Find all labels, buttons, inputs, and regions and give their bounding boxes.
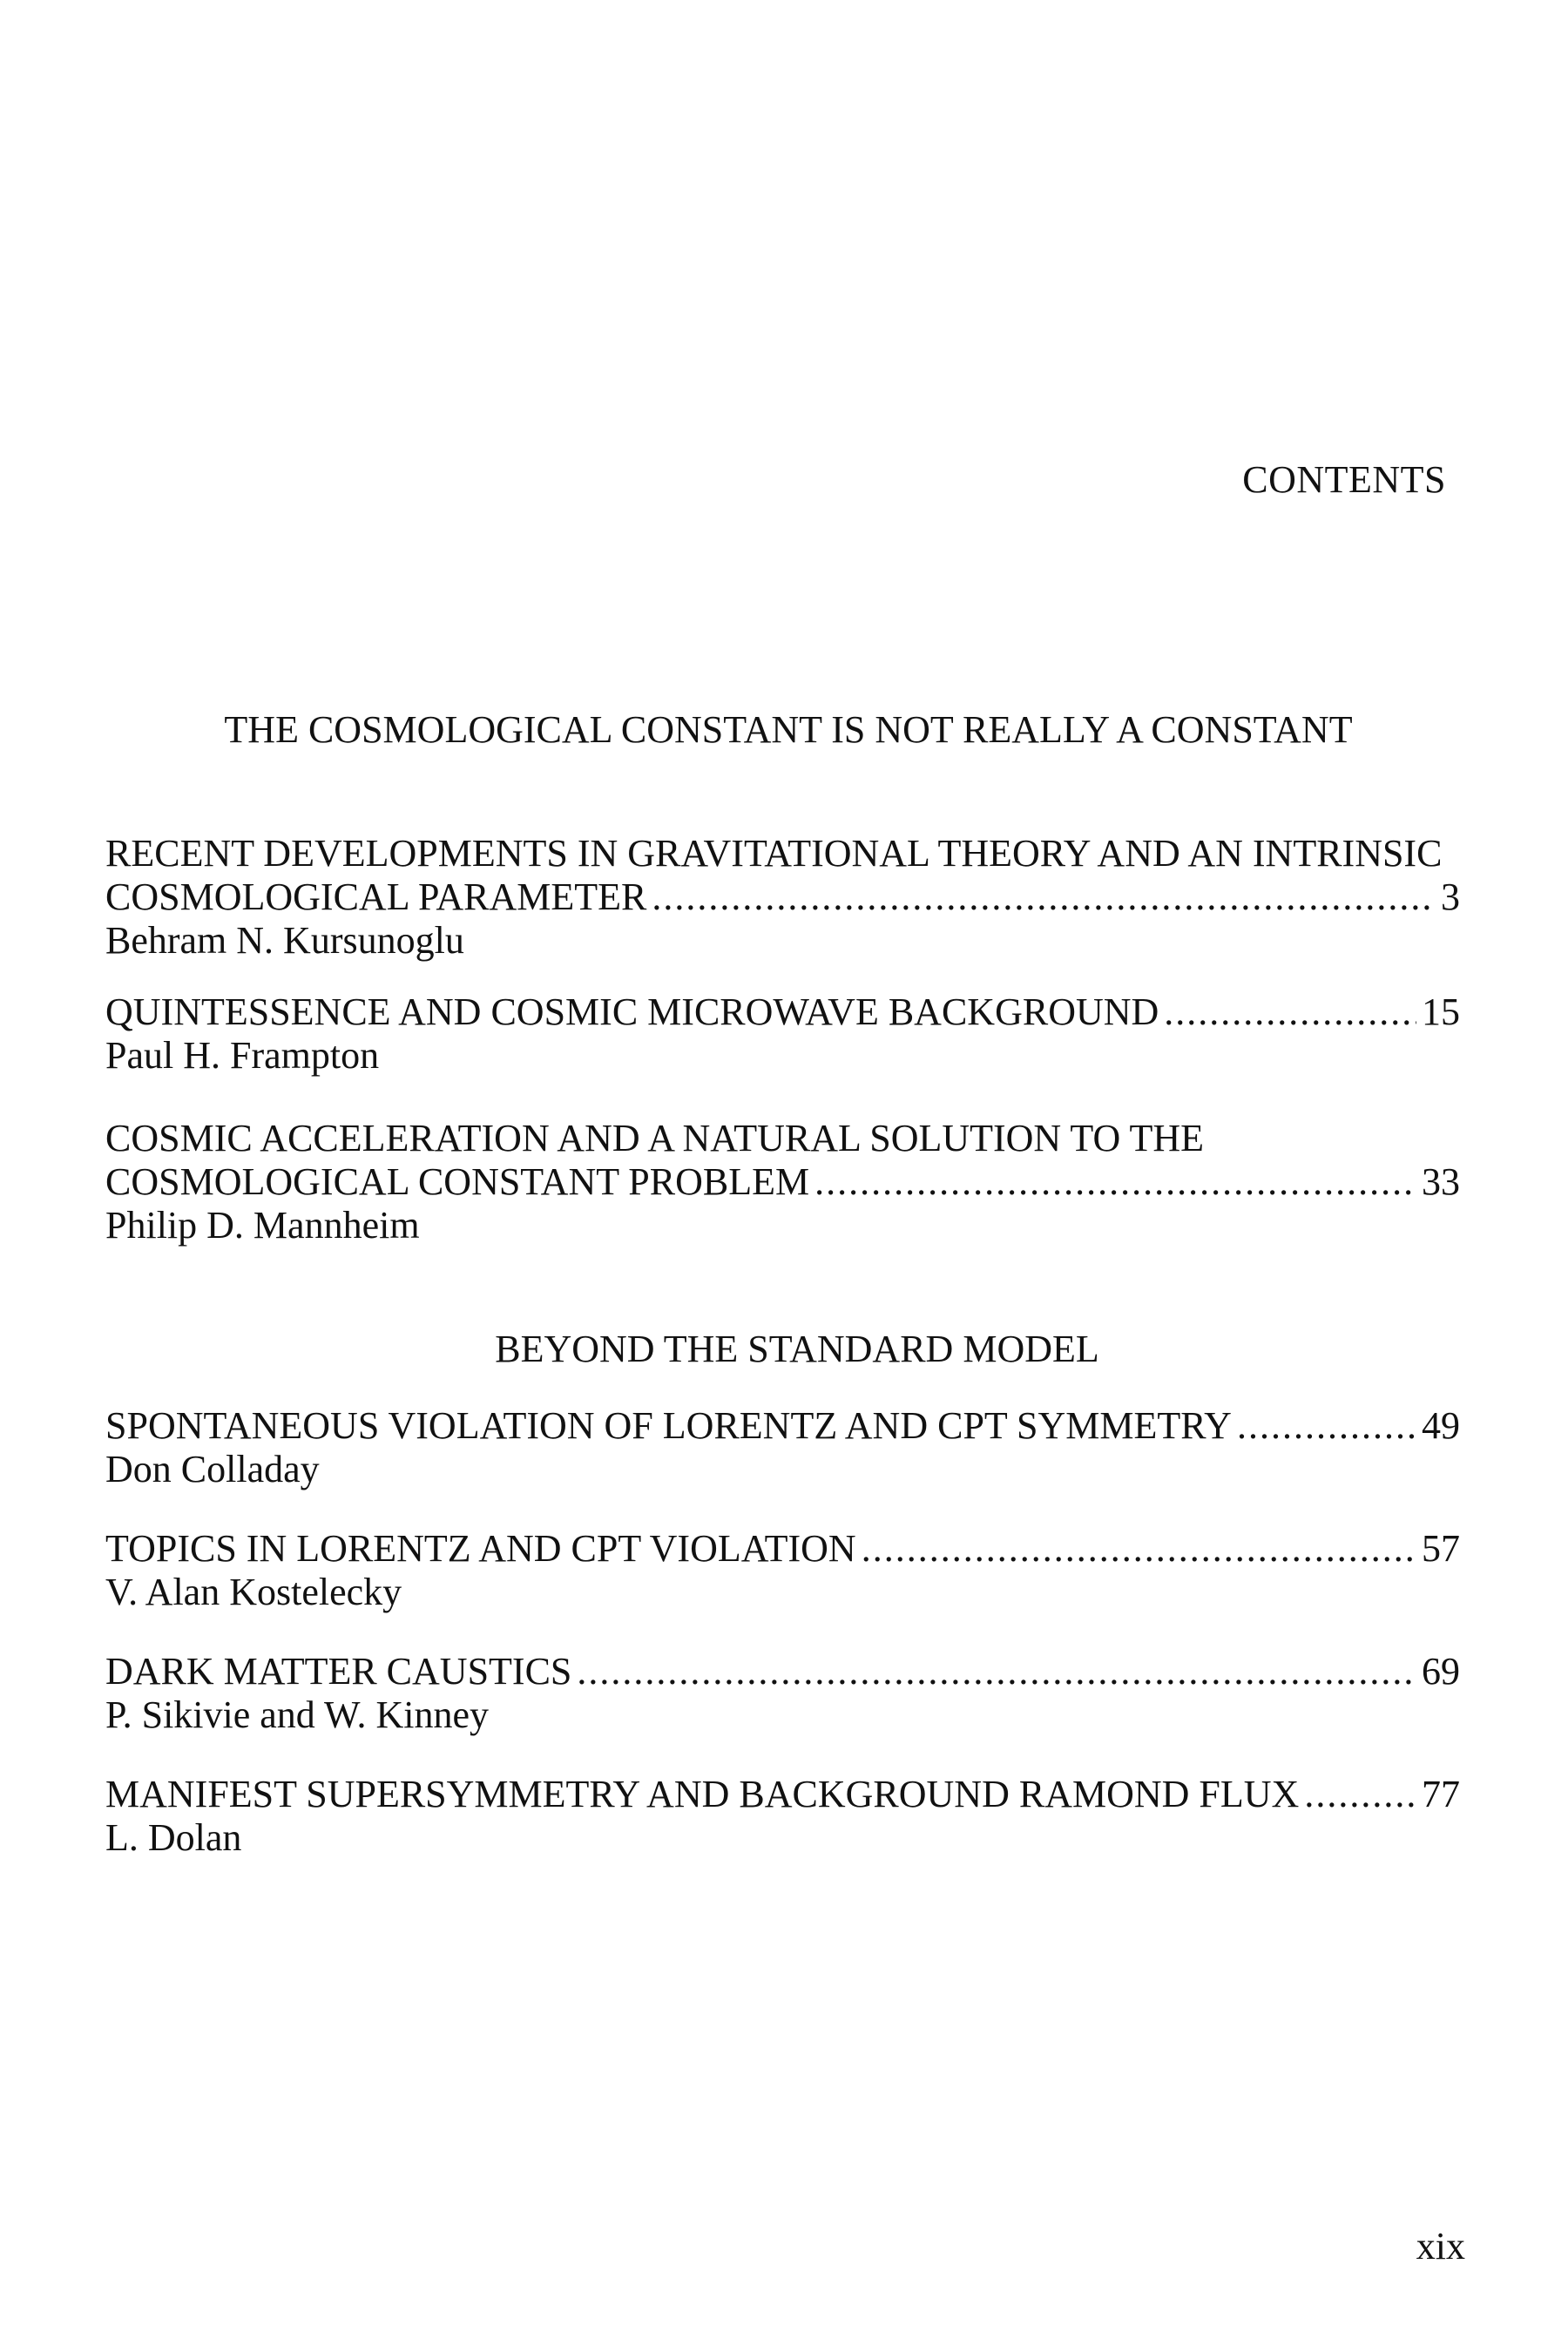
page-number[interactable]: 3 xyxy=(1441,875,1460,918)
entry-title-final-line xyxy=(105,1160,1460,1204)
entry-title-line: COSMIC ACCELERATION AND A NATURAL SOLUTION TO THE xyxy=(105,1117,1205,1159)
entry-author: L. Dolan xyxy=(105,1816,242,1859)
entry-author: Don Colladay xyxy=(105,1448,320,1490)
page-title: CONTENTS xyxy=(1242,458,1446,501)
section-title-beyond-standard-model: BEYOND THE STANDARD MODEL xyxy=(495,1328,1099,1370)
entry-title-text: COSMOLOGICAL CONSTANT PROBLEM xyxy=(105,1160,810,1203)
dot-leader xyxy=(862,1527,1416,1571)
entry-title-text: COSMOLOGICAL PARAMETER xyxy=(105,875,647,918)
toc-entry[interactable] xyxy=(105,990,1460,1078)
dot-leader xyxy=(1304,1773,1416,1816)
dot-leader xyxy=(577,1650,1416,1693)
entry-title-text: QUINTESSENCE AND COSMIC MICROWAVE BACKGROUND xyxy=(105,990,1159,1033)
entry-title-text: DARK MATTER CAUSTICS xyxy=(105,1650,572,1693)
dot-leader xyxy=(1164,990,1416,1034)
toc-entry[interactable] xyxy=(105,1773,1460,1860)
entry-author: Philip D. Mannheim xyxy=(105,1204,420,1247)
page-number[interactable]: 57 xyxy=(1422,1527,1460,1570)
entry-title-line: RECENT DEVELOPMENTS IN GRAVITATIONAL THEORY AND AN INTRINSIC xyxy=(105,832,1443,875)
entry-title-text: SPONTANEOUS VIOLATION OF LORENTZ AND CPT SYMMETRY xyxy=(105,1404,1232,1447)
page-folio: xix xyxy=(1416,2225,1465,2268)
toc-entry[interactable] xyxy=(105,1527,1460,1614)
page-number[interactable]: 33 xyxy=(1422,1160,1460,1203)
entry-title-final-line xyxy=(105,1650,1460,1693)
toc-entry[interactable] xyxy=(105,1650,1460,1737)
entry-title-final-line xyxy=(105,1527,1460,1571)
entry-author: Paul H. Frampton xyxy=(105,1034,380,1077)
toc-entry[interactable] xyxy=(105,832,1460,963)
section-title-cosmological-constant: THE COSMOLOGICAL CONSTANT IS NOT REALLY A CONSTANT xyxy=(224,708,1353,751)
dot-leader xyxy=(814,1160,1416,1204)
dot-leader xyxy=(1237,1404,1416,1448)
entry-title-text: TOPICS IN LORENTZ AND CPT VIOLATION xyxy=(105,1527,856,1570)
page-number[interactable]: 49 xyxy=(1422,1404,1460,1447)
page-number[interactable]: 77 xyxy=(1422,1773,1460,1815)
entry-title-text: MANIFEST SUPERSYMMETRY AND BACKGROUND RAMOND FLUX xyxy=(105,1773,1300,1815)
entry-title-final-line xyxy=(105,990,1460,1034)
entry-author: P. Sikivie and W. Kinney xyxy=(105,1693,490,1736)
page-number[interactable]: 15 xyxy=(1422,990,1460,1033)
page-number[interactable]: 69 xyxy=(1422,1650,1460,1693)
toc-entry[interactable] xyxy=(105,1404,1460,1491)
dot-leader xyxy=(652,875,1436,919)
entry-title-final-line xyxy=(105,1404,1460,1448)
entry-author: Behram N. Kursunoglu xyxy=(105,919,464,962)
toc-entry[interactable] xyxy=(105,1117,1460,1247)
entry-title-final-line xyxy=(105,1773,1460,1816)
entry-title-final-line xyxy=(105,875,1460,919)
entry-author: V. Alan Kostelecky xyxy=(105,1571,402,1613)
